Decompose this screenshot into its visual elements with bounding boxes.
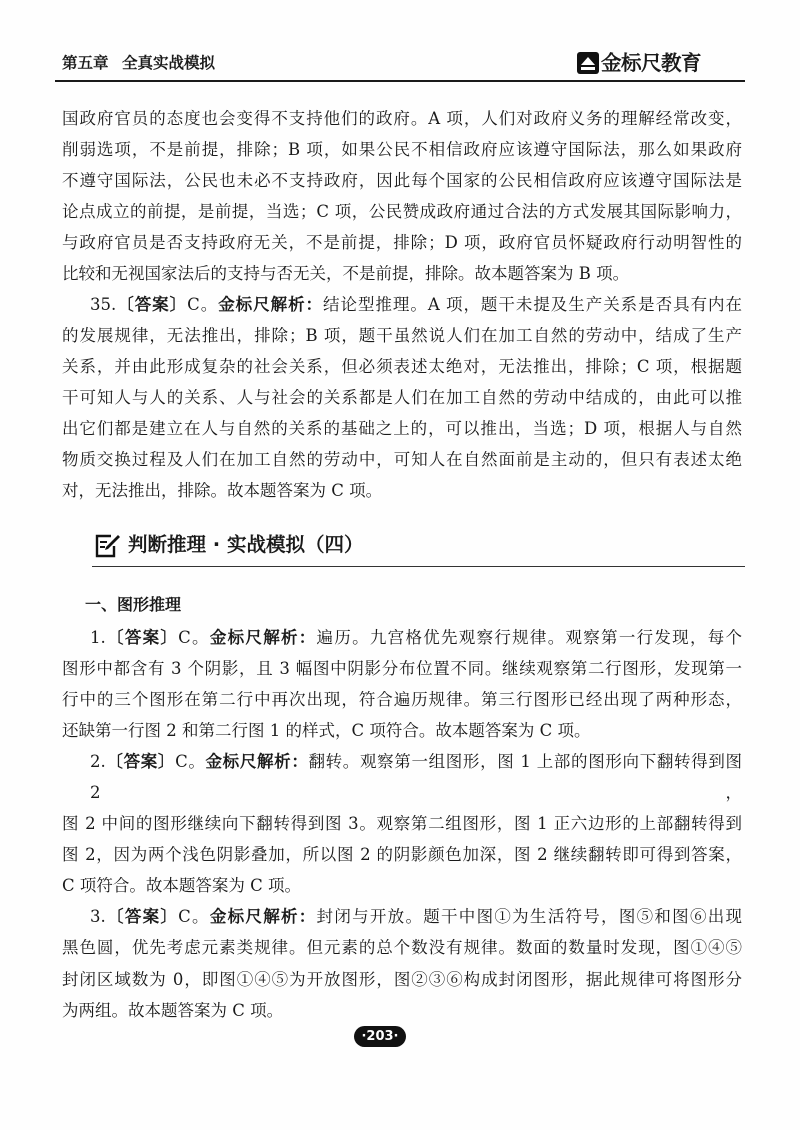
q1-line: 还缺第一行图 2 和第二行图 1 的样式，C 项符合。故本题答案为 C 项。: [62, 720, 591, 740]
chapter-title: 全真实战模拟: [122, 54, 216, 72]
answer-value: C。: [178, 907, 210, 927]
answer-value: C。: [187, 294, 219, 314]
question-number: 35.: [90, 294, 117, 314]
q3-first-line: [62, 901, 742, 932]
answer-label: 〔答案〕: [116, 294, 188, 314]
q35-line: 出它们都是建立在人与自然的关系的基础之上的，可以推出，当选；D 项，根据人与自然: [62, 418, 742, 438]
q35-line: 对，无法推出，排除。故本题答案为 C 项。: [62, 480, 383, 500]
prev-answer-line: 比较和无视国家法后的支持与否无关，不是前提，排除。故本题答案为 B 项。: [62, 263, 630, 283]
subsection-title: 一、图形推理: [85, 595, 182, 614]
q35-line: 关系，并由此形成复杂的社会关系，但必须表述太绝对，无法推出，排除；C 项，根据题: [62, 356, 742, 376]
q35-line: 干可知人与人的关系、人与社会的关系都是人们在加工自然的劳动中结成的，由此可以推: [62, 387, 742, 407]
answer-label: 〔答案〕: [105, 627, 179, 647]
q1-first-line: [62, 622, 742, 653]
edit-note-icon: [94, 532, 121, 559]
q1-line: 图形中都含有 3 个阴影，且 3 幅图中阴影分布位置不同。继续观察第二行图形，发现第一: [62, 658, 742, 678]
q2-line: 图 2，因为两个浅色阴影叠加，所以图 2 的阴影颜色加深，图 2 继续翻转即可得到答案，: [62, 845, 742, 865]
chapter-number: 第五章: [62, 54, 109, 72]
section-divider: [92, 566, 745, 567]
prev-answer-line: 削弱选项，不是前提，排除；B 项，如果公民不相信政府应该遵守国际法，那么如果政府: [62, 139, 742, 159]
question-number: 3.: [90, 907, 106, 927]
prev-answer-line: 不遵守国际法，公民也未必不支持政府，因此每个国家的公民相信政府应该遵守国际法是: [62, 170, 742, 190]
lower-text-block: [62, 622, 742, 1026]
q3-line: 为两组。故本题答案为 C 项。: [62, 1000, 284, 1020]
section-title: 判断推理 · 实战模拟（四）: [128, 533, 364, 556]
answer-label: 〔答案〕: [105, 751, 176, 771]
q35-first-line: [62, 289, 742, 320]
analysis-label: 金标尺解析：: [209, 627, 317, 647]
prev-answer-line: 国政府官员的态度也会变得不支持他们的政府。A 项，人们对政府义务的理解经常改变，: [62, 108, 742, 128]
q2-line: 图 2 中间的图形继续向下翻转得到图 3。观察第二组图形，图 1 正六边形的上部翻转得到: [62, 814, 742, 834]
upper-text-block: [62, 103, 742, 506]
q35-line: 物质交换过程及人们在加工自然的劳动中，可知人在自然面前是主动的，但只有表述太绝: [62, 449, 742, 469]
answer-value: C。: [175, 751, 206, 771]
answer-value: C。: [178, 627, 210, 647]
analysis-label: 金标尺解析：: [218, 294, 324, 314]
header-divider: [55, 80, 745, 82]
q3-line: 封闭区域数为 0，即图①④⑤为开放图形，图②③⑥构成封闭图形，据此规律可将图形分: [62, 969, 742, 989]
analysis-text: 翻转。观察第一组图形，图 1 上部的图形向下翻转得到图 2，: [90, 751, 743, 802]
q2-line: C 项符合。故本题答案为 C 项。: [62, 876, 301, 896]
q3-line: 黑色圆，优先考虑元素类规律。但元素的总个数没有规律。数面的数量时发现，图①④⑤: [62, 938, 742, 958]
prev-answer-line: 与政府官员是否支持政府无关，不是前提，排除；D 项，政府官员怀疑政府行动明智性的: [62, 232, 742, 252]
page-number: ·203·: [354, 1026, 406, 1047]
analysis-text: 遍历。九宫格优先观察行规律。观察第一行发现，每个: [316, 627, 742, 647]
q2-first-line: [62, 746, 742, 808]
analysis-label: 金标尺解析：: [205, 751, 309, 771]
question-number: 2.: [90, 751, 106, 771]
analysis-text: 封闭与开放。题干中图①为生活符号，图⑤和图⑥出现: [316, 907, 742, 927]
prev-answer-line: 论点成立的前提，是前提，当选；C 项，公民赞成政府通过合法的方式发展其国际影响力，: [62, 201, 742, 221]
brand-logo-text: 金标尺教育: [601, 51, 701, 75]
analysis-label: 金标尺解析：: [209, 907, 317, 927]
logo-icon: [577, 52, 599, 74]
q1-line: 行中的三个图形在第二行中再次出现，符合遍历规律。第三行图形已经出现了两种形态，: [62, 689, 742, 709]
analysis-text: 结论型推理。A 项，题干未提及生产关系是否具有内在: [323, 294, 743, 314]
answer-label: 〔答案〕: [105, 907, 179, 927]
q35-line: 的发展规律，无法推出，排除；B 项，题干虽然说人们在加工自然的劳动中，结成了生产: [62, 325, 742, 345]
question-number: 1.: [90, 627, 106, 647]
